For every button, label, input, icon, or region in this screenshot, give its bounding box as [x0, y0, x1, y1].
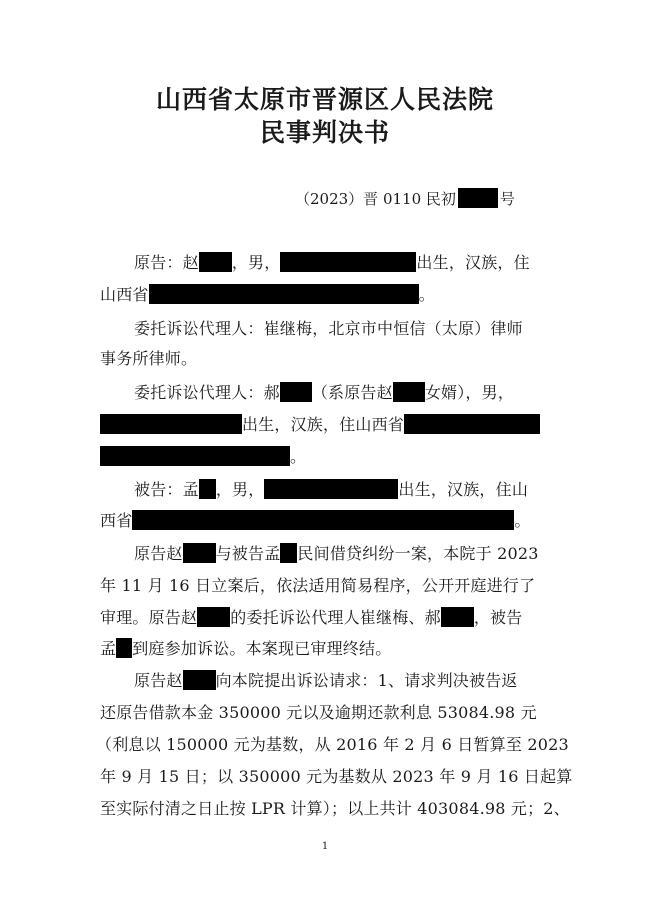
court-name: 山西省太原市晋源区人民法院: [155, 85, 494, 114]
redaction-block: [132, 510, 514, 530]
case-number-prefix: （2023）晋 0110 民初: [295, 190, 456, 208]
redaction-block: [183, 670, 216, 690]
redaction-block: [199, 479, 216, 499]
plaintiff-line-2: 山西省 。: [100, 285, 435, 304]
paragraph1-line-1: 原告赵 与被告孟 民间借贷纠纷一案，本院于 2023: [134, 544, 539, 563]
paragraph2-line-1: 原告赵 向本院提出诉讼请求：1、请求判决被告返: [134, 671, 518, 690]
redaction-block: [116, 638, 132, 658]
agent2-line-2: 出生，汉族，住山西省: [100, 412, 555, 438]
case-number-suffix: 号: [499, 190, 515, 208]
page-number: 1: [321, 841, 329, 852]
paragraph1-line-2: 年 11 月 16 日立案后，依法适用简易程序，公开开庭进行了: [100, 576, 536, 595]
redaction-block: [280, 382, 312, 402]
paragraph2-line-5: 至实际付清之日止按 LPR 计算）；以上共计 403084.98 元；2、: [100, 799, 570, 818]
paragraph1-line-4: 孟 到庭参加诉讼。本案现已审理终结。: [100, 639, 392, 658]
redaction-block: [441, 607, 474, 627]
defendant-line-1: 被告：孟 ，男， 出生，汉族，住山: [134, 480, 529, 499]
redaction-block: [149, 284, 419, 304]
redaction-block: [280, 543, 297, 563]
paragraph2-line-2: 还原告借款本金 350000 元以及逾期还款利息 53084.98 元: [100, 703, 537, 722]
redaction-block: [100, 446, 290, 466]
paragraph2-line-3: （利息以 150000 元为基数，从 2016 年 2 月 6 日暂算至 2023: [96, 735, 569, 754]
paragraph2-line-4: 年 9 月 15 日；以 350000 元为基数从 2023 年 9 月 16 日起算: [100, 767, 573, 786]
defendant-line-2: 西省 。: [100, 511, 531, 530]
paragraph1-line-3: 审理。原告赵 的委托诉讼代理人崔继梅、郝 ，被告: [100, 608, 523, 627]
agent2-line-1: 委托诉讼代理人：郝 （系原告赵 女婿），男，: [134, 383, 515, 402]
agent1-line-2: 事务所律师。: [100, 349, 198, 368]
redaction-block: [458, 188, 498, 208]
redaction-block: [393, 382, 425, 402]
document-type-title: 民事判决书: [259, 118, 390, 147]
redaction-block: [183, 543, 216, 563]
agent2-line-3: 。: [100, 444, 555, 470]
case-number: [295, 187, 515, 211]
redaction-block: [264, 479, 398, 499]
redaction-block: [197, 607, 230, 627]
redaction-block: [199, 252, 232, 272]
plaintiff-line-1: 原告：赵 ，男， 出生，汉族，住: [134, 253, 530, 272]
agent1-line-1: 委托诉讼代理人：崔继梅，北京市中恒信（太原）律师: [134, 319, 523, 338]
redaction-block: [100, 414, 242, 434]
redaction-block: [404, 414, 540, 434]
redaction-block: [280, 252, 416, 272]
